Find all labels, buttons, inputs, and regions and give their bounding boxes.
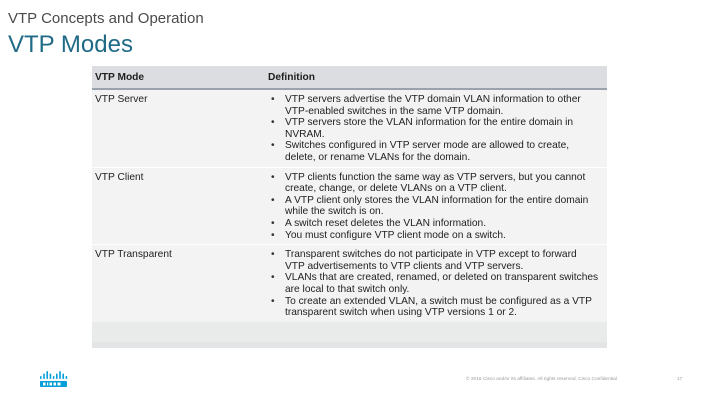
list-item: • VTP servers advertise the VTP domain VLAN information to other VTP-enabled switches in the same VTP domain. xyxy=(268,94,599,117)
bullet-list xyxy=(268,249,599,319)
list-item: • Transparent switches do not participate in VTP except to forward VTP advertisements to VTP clients and VTP servers. xyxy=(268,249,599,272)
list-item: • VTP servers store the VLAN information for the entire domain in NVRAM. xyxy=(268,117,599,140)
list-item: • VTP clients function the same way as VTP servers, but you cannot create, change, or delete VLANs on a VTP client. xyxy=(268,172,599,195)
table-header-row xyxy=(92,66,607,89)
column-header-mode: VTP Mode xyxy=(95,71,145,83)
list-item: • A VTP client only stores the VLAN information for the entire domain while the switch is on. xyxy=(268,195,599,218)
list-item: • A switch reset deletes the VLAN information. xyxy=(268,218,599,230)
footer-copyright: © 2016 Cisco and/or its affiliates. All rights reserved. Cisco Confidential xyxy=(466,377,617,382)
vtp-modes-table xyxy=(92,66,607,348)
mode-cell-server: VTP Server xyxy=(92,89,262,167)
list-item: • Switches configured in VTP server mode are allowed to create, delete, or rename VLANs for the domain. xyxy=(268,140,599,163)
list-item: • VLANs that are created, renamed, or deleted on transparent switches are local to that switch only. xyxy=(268,272,599,295)
bullet-list xyxy=(268,172,599,242)
definition-cell-server xyxy=(262,89,607,167)
list-item: • To create an extended VLAN, a switch must be configured as a VTP transparent switch when using VTP versions 1 or 2. xyxy=(268,296,599,319)
list-item: • You must configure VTP client mode on a switch. xyxy=(268,230,599,242)
definition-cell-client xyxy=(262,167,607,245)
mode-cell-client: VTP Client xyxy=(92,167,262,245)
table-row xyxy=(92,167,607,245)
cisco-logo-icon xyxy=(38,370,68,388)
definition-cell-transparent xyxy=(262,245,607,322)
mode-cell-transparent: VTP Transparent xyxy=(92,245,262,322)
table-row xyxy=(92,89,607,167)
table-row xyxy=(92,245,607,322)
slide-title: VTP Modes xyxy=(8,31,133,58)
table-header xyxy=(92,66,607,89)
section-label: VTP Concepts and Operation xyxy=(8,10,204,27)
table-bottom-bar xyxy=(92,342,607,348)
column-header-definition: Definition xyxy=(268,71,315,83)
page-number: 17 xyxy=(677,377,683,382)
bullet-list xyxy=(268,94,599,164)
